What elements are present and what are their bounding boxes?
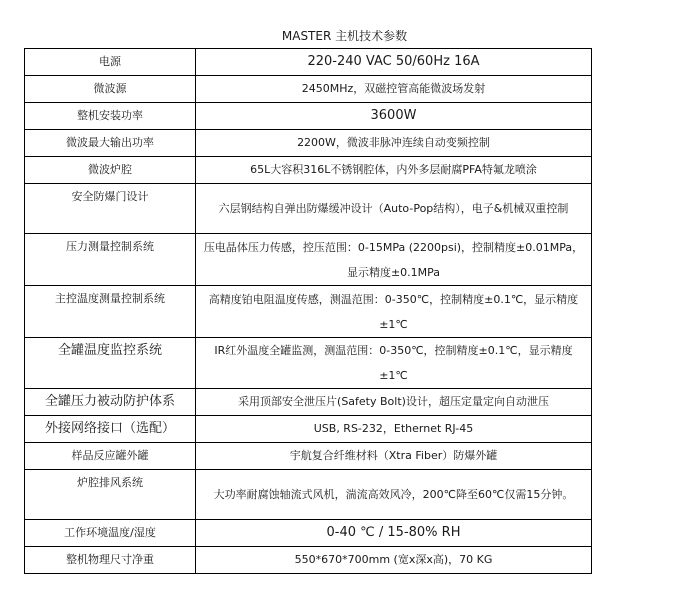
row-value: 2200W，微波非脉冲连续自动变频控制 [196,130,592,157]
row-label: 工作环境温度/湿度 [25,520,196,547]
table-row [25,76,592,103]
row-label: 全罐压力被动防护体系 [25,389,196,416]
table-row [25,470,592,520]
table-row [25,234,592,286]
table-row [25,286,592,338]
row-value: 压电晶体压力传感，控压范围：0-15MPa (2200psi)，控制精度±0.01MPa，显示精度±0.1MPa [196,234,592,286]
table-row [25,389,592,416]
row-value: IR红外温度全罐监测，测温范围：0-350℃，控制精度±0.1℃，显示精度±1℃ [196,338,592,389]
row-label: 微波最大输出功率 [25,130,196,157]
row-label: 整机安装功率 [25,103,196,130]
spec-table [24,48,592,574]
table-row [25,49,592,76]
row-value: 2450MHz，双磁控管高能微波场发射 [196,76,592,103]
table-row [25,547,592,574]
row-value: 550*670*700mm (宽x深x高)，70 KG [196,547,592,574]
page-title: MASTER 主机技术参数 [281,29,408,43]
table-row [25,103,592,130]
row-label: 整机物理尺寸净重 [25,547,196,574]
row-label: 样品反应罐外罐 [25,443,196,470]
row-label: 外接网络接口（选配） [25,416,196,443]
row-value: 65L大容积316L不锈钢腔体，内外多层耐腐PFA特氟龙喷涂 [196,157,592,184]
row-value: 高精度铂电阻温度传感，测温范围：0-350℃，控制精度±0.1℃，显示精度±1℃ [196,286,592,338]
table-row [25,443,592,470]
row-label: 主控温度测量控制系统 [25,286,196,338]
row-label: 安全防爆门设计 [25,184,196,234]
row-value: 3600W [196,103,592,130]
row-value: 采用顶部安全泄压片(Safety Bolt)设计，超压定量定向自动泄压 [196,389,592,416]
row-value: 大功率耐腐蚀轴流式风机，湍流高效风冷，200℃降至60℃仅需15分钟。 [196,470,592,520]
table-row [25,338,592,389]
row-value: 六层钢结构自弹出防爆缓冲设计（Auto-Pop结构），电子&机械双重控制 [196,184,592,234]
table-row [25,130,592,157]
row-label: 压力测量控制系统 [25,234,196,286]
table-row [25,416,592,443]
row-value: 0-40 ℃ / 15-80% RH [196,520,592,547]
row-value: 宇航复合纤维材料（Xtra Fiber）防爆外罐 [196,443,592,470]
row-value: 220-240 VAC 50/60Hz 16A [196,49,592,76]
row-label: 电源 [25,49,196,76]
row-label: 微波炉腔 [25,157,196,184]
row-value: USB, RS-232，Ethernet RJ-45 [196,416,592,443]
table-row [25,184,592,234]
table-row [25,157,592,184]
row-label: 微波源 [25,76,196,103]
row-label: 全罐温度监控系统 [25,338,196,389]
table-row [25,520,592,547]
row-label: 炉腔排风系统 [25,470,196,520]
